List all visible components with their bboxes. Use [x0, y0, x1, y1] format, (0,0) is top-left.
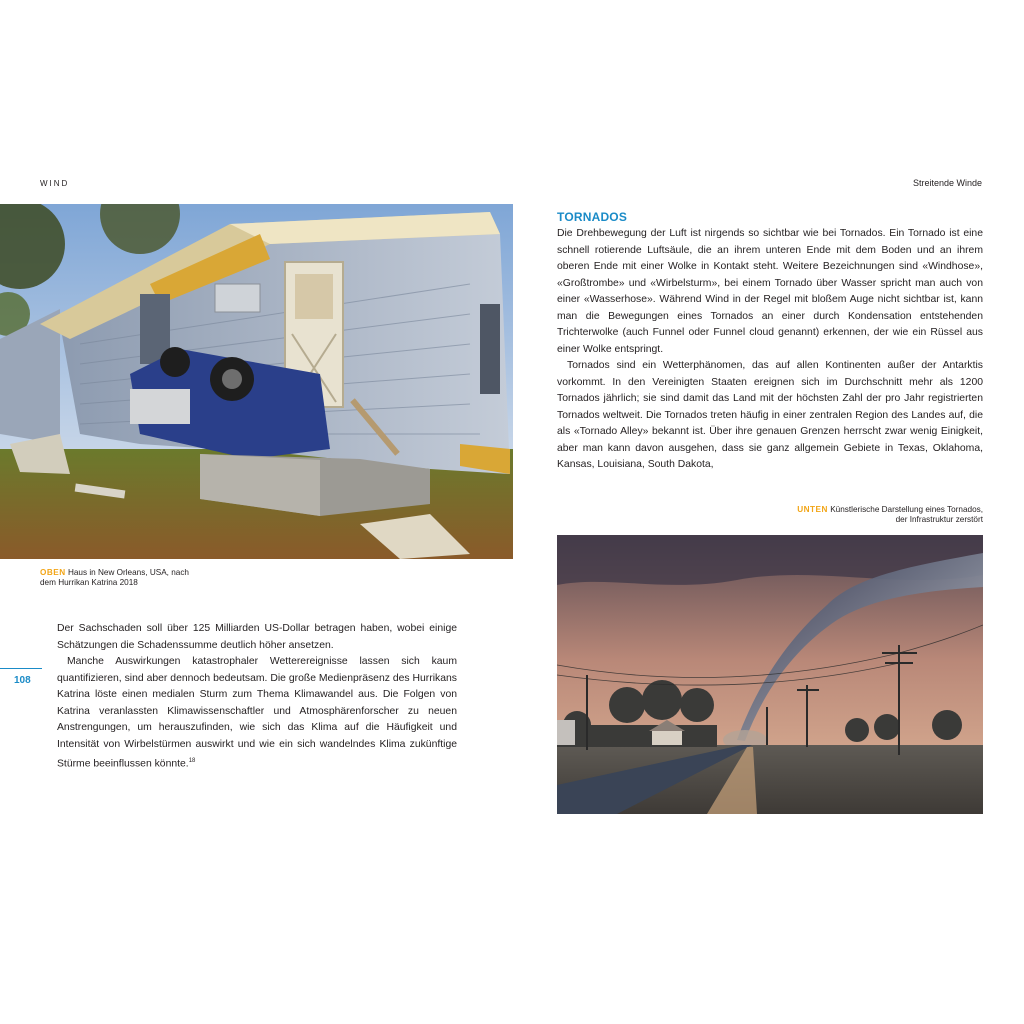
paragraph-text: Manche Auswirkungen katastrophaler Wetterereignisse lassen sich kaum quantifizieren, sind aber dennoch bedeutsam. Die große Medienpräsenz des Hurrikans Katrina löste einen medialen Sturm zum Thema Klimawandel aus. Die Folgen von Katrina veranlassten Klimawissenschaftler und Atmosphärenforscher zu neuen Anstrengungen, um herauszufinden, wie sich das Klima auf die Häufigkeit und Intensität von Wirbelstürmen auswirkt und wie ein sich wandelndes Klima zukünftige Stürme beeinflussen könnte. [57, 656, 457, 770]
left-page-body [57, 621, 457, 773]
paragraph: Die Drehbewegung der Luft ist nirgends so sichtbar wie bei Tornados. Ein Tornado ist eine schnell rotierende Luftsäule, die an ihrem unteren Ende mit dem Boden und an ihrem oberen Ende mit einer Wolke in Kontakt steht. Weitere Bezeichnungen sind «Windhose», «Großtrombe» und «Wirbelsturm», bei einem Tornado über Wasser spricht man auch von einer «Wasserhose». Während Wind in der Regel mit bloßem Auge nicht sichtbar ist, kann man die Bewegungen eines Tornados an einer durch Kondensation entstehenden Trichterwolke (auch Funnel oder Funnel cloud genannt) erkennen, der wie ein Rüssel aus einer Wolke entspringt. [557, 228, 983, 355]
page-number-rule [0, 668, 42, 669]
photo-caption-top [40, 568, 200, 588]
illustration-tornado [557, 535, 983, 814]
caption-text-bottom: Künstlerische Darstellung eines Tornados, der Infrastruktur zerstört [830, 505, 983, 524]
photo-caption-bottom [790, 505, 983, 525]
paragraph [57, 654, 457, 773]
caption-lead-bottom: UNTEN [797, 505, 828, 514]
caption-lead-top: OBEN [40, 568, 66, 577]
caption-text-top: Haus in New Orleans, USA, nach dem Hurrikan Katrina 2018 [40, 568, 189, 587]
right-page-body [557, 226, 983, 474]
paragraph: Tornados sind ein Wetterphänomen, das auf allen Kontinenten außer der Antarktis vorkommt. In den Vereinigten Staaten ereignen sich im Durchschnitt mehr als 1200 Tornados jährlich; sie sind damit das Land mit der höchsten Zahl der pro Jahr registrierten Tornados weltweit. Die Tornados treten häufig in einer zentralen Region des Landes auf, die als «Tornado Alley» bekannt ist. Über ihre genauen Grenzen herrscht zwar wenig Einigkeit, aber man kann davon ausgehen, dass sie ganz allgemein Gebiete in Texas, Oklahoma, Kansas, Louisiana, South Dakota, [557, 360, 983, 470]
running-head-left: WIND [40, 179, 70, 188]
running-head-right: Streitende Winde [912, 178, 982, 188]
page-number: 108 [14, 675, 31, 686]
paragraph: Der Sachschaden soll über 125 Milliarden US-Dollar betragen haben, wobei einige Schätzungen die Schadenssumme deutlich höher ansetzen. [57, 623, 457, 651]
footnote-ref: 18 [188, 758, 196, 764]
photo-damaged-house [0, 204, 513, 559]
section-title: TORNADOS [557, 210, 628, 224]
